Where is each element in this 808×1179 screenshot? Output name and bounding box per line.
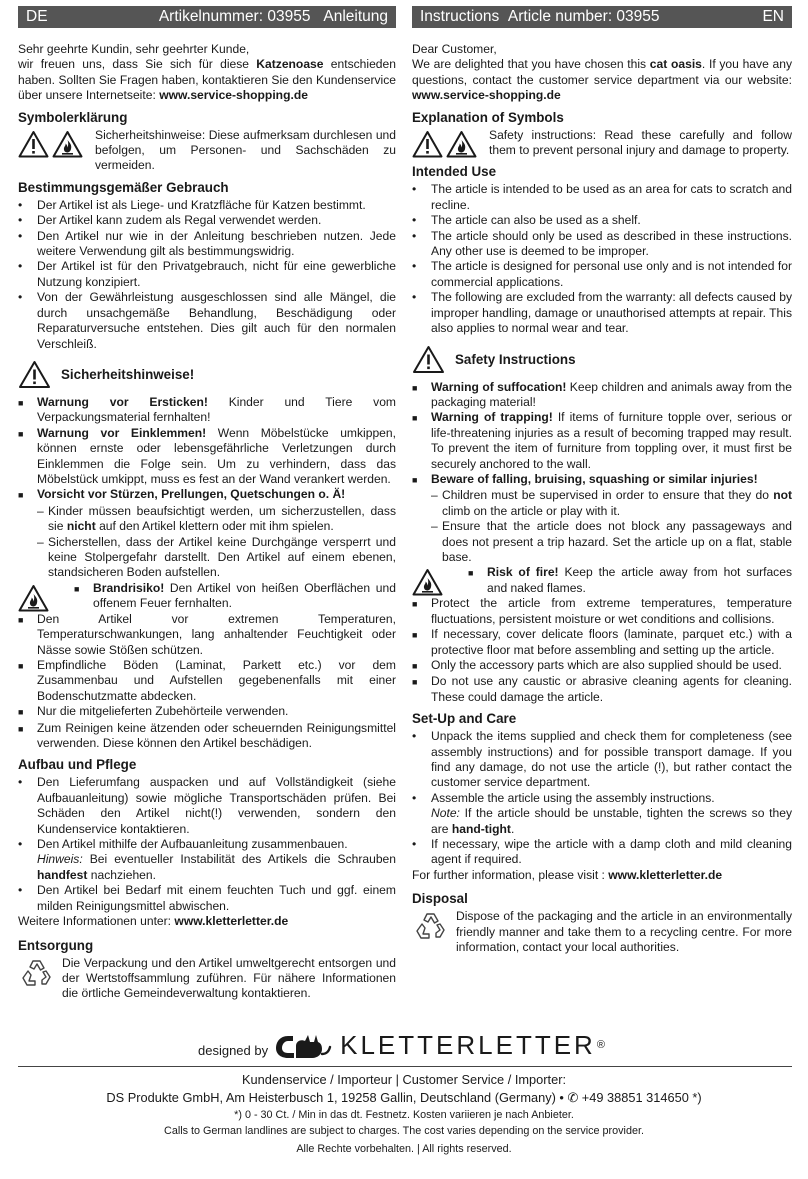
article-number-de: Artikelnummer: 03955 xyxy=(158,8,311,25)
setup-heading: Aufbau und Pflege xyxy=(18,757,137,773)
lang-label-de: DE xyxy=(26,8,48,25)
warning-icon xyxy=(412,345,445,374)
article-number-en: Article number: 03955 xyxy=(507,8,660,25)
setup-item-unpack: • Den Lieferumfang auspacken und auf Vollständigkeit (siehe Aufbauanleitung) sowie mögliche Transportschäden prüfen. Bei Schäden den Artikel nicht(!) verwenden, sondern den Kundenservice kontaktieren. xyxy=(18,775,396,836)
safety-item: ■ Nur die mitgelieferten Zubehörteile verwenden. xyxy=(18,704,289,719)
safety-item: ■ Do not use any caustic or abrasive cleaning agents for cleaning. These could damage the article. xyxy=(412,674,792,704)
warning-icon xyxy=(18,360,51,389)
setup-heading: Set-Up and Care xyxy=(412,711,517,727)
header-en xyxy=(412,6,792,28)
symbol-explanation xyxy=(18,128,396,174)
safety-heading: Sicherheitshinweise! xyxy=(61,366,195,382)
intended-use-list xyxy=(412,182,792,336)
disposal-text: Die Verpackung und den Artikel umweltgerecht entsorgen und der Wertstoffsammlung zuführen. Für nähere Informationen die örtliche Gemeindeverwaltung kontaktieren. xyxy=(62,955,396,1001)
more-info: Weitere Informationen unter: www.kletterletter.de xyxy=(18,914,289,929)
safety-item: ■ If necessary, cover delicate floors (laminate, parquet etc.) with a protective floor mat before assembling and setting up the article. xyxy=(412,627,792,657)
symbol-explanation xyxy=(412,128,792,159)
intended-use-item: • Der Artikel ist für den Privatgebrauch, nicht für eine gewerbliche Nutzung konzipiert. xyxy=(18,259,396,289)
brand-name: KLETTERLETTER® xyxy=(340,1030,608,1060)
recycling-icon xyxy=(20,958,54,990)
setup-item-clean: • Den Artikel bei Bedarf mit einem feuchten Tuch und ggf. einem milden Reinigungsmittel abwischen. xyxy=(18,883,396,913)
column-english xyxy=(412,42,792,956)
intended-use-heading: Intended Use xyxy=(412,164,497,180)
brand-website: www.kletterletter.de xyxy=(608,867,723,882)
setup-item-unpack: • Unpack the items supplied and check them for completeness (see assembly instructions) and for possible transport damage. If you find any damage, do not use the article (!), but rather contact the customer service department. xyxy=(412,729,792,790)
dash-item-supervision: – Children must be supervised in order to ensure that they do not climb on the article or play with it. xyxy=(431,488,792,518)
warning-trapping: ■ Warnung vor Einklemmen! Wenn Möbelstücke umkippen, können ernste oder lebensgefährliche Verletzungen durch Einklemmen die Folge sein. Um zu verhindern, dass das Möbelstück umkippt, muss es fest an der Wand verankert werden. xyxy=(18,425,396,486)
dash-item-passageways: – Ensure that the article does not block any passageways and does not present a trip hazard. Set the article up on a flat, stable base. xyxy=(431,519,792,564)
footer-divider xyxy=(18,1066,792,1067)
symbol-description: Sicherheitshinweise: Diese aufmerksam durchlesen und befolgen, um Personen- und Sachschäden zu vermeiden. xyxy=(95,127,396,173)
symbols-heading: Symbolerklärung xyxy=(18,109,128,125)
safety-item: ■ Den Artikel vor extremen Temperaturen, Temperaturschwankungen, lang anhaltender Feuchtigkeit oder Nässe sowie Stößen schützen. xyxy=(18,611,396,657)
recycling-icon xyxy=(414,911,448,943)
intro-text: We are delighted that you have chosen this cat oasis. If you have any questions, contact the customer service department via our website: www.service-shopping.de xyxy=(412,57,792,103)
greeting: Sehr geehrte Kundin, sehr geehrter Kunde, xyxy=(18,42,250,56)
greeting: Dear Customer, xyxy=(412,42,497,56)
safety-heading-row xyxy=(18,360,396,389)
fire-risk-item: ■ Risk of fire! Keep the article away from hot surfaces and naked flames. xyxy=(468,565,792,595)
setup-item-assemble: • Assemble the article using the assembly instructions. Note: If the article should be unstable, tighten the screws so they are hand-tight. xyxy=(412,790,792,836)
footer-cost-en: Calls to German landlines are subject to charges. The cost varies depending on the service provider. xyxy=(164,1125,644,1137)
intended-use-item: • The following are excluded from the warranty: all defects caused by improper handling, damage or unauthorised attempts at repair. This also applies to normal wear and tear. xyxy=(412,290,792,336)
symbol-description: Safety instructions: Read these carefully and follow them to prevent personal injury and damage to property. xyxy=(489,127,792,158)
safety-item: ■ Empfindliche Böden (Laminat, Parkett etc.) vor dem Zusammenbau und Aufstellen gegebenenfalls mit einer Bodenschutzmatte abdecken. xyxy=(18,658,396,703)
brand-website: www.kletterletter.de xyxy=(174,914,289,929)
intended-use-item: • Der Artikel kann zudem als Regal verwendet werden. xyxy=(18,213,322,228)
warning-falling: ■ Beware of falling, bruising, squashing or similar injuries! xyxy=(412,471,758,486)
fire-hazard-icon xyxy=(52,130,83,158)
symbols-heading: Explanation of Symbols xyxy=(412,109,564,125)
brand-logo xyxy=(198,1030,608,1060)
warning-trapping: ■ Warning of trapping! If items of furniture topple over, serious or life-threatening injuries as a result of becoming trapped may result. To prevent the item of furniture from toppling over, it must first be securely anchored to the wall. xyxy=(412,410,793,471)
intended-use-item: • The article can also be used as a shelf. xyxy=(412,213,641,228)
column-german xyxy=(18,42,396,1002)
footer-cost-de: *) 0 - 30 Ct. / Min in das dt. Festnetz. Kosten variieren je nach Anbieter. xyxy=(234,1109,574,1121)
dash-item-supervision: – Kinder müssen beaufsichtigt werden, um sicherzustellen, dass sie nicht auf den Artikel klettern oder mit ihm spielen. xyxy=(37,503,396,534)
dash-item-passageways: – Sicherstellen, dass der Artikel keine Durchgänge versperrt und keine Stolpergefahr darstellt. Den Artikel auf einem ebenen, standsicheren Boden aufstellen. xyxy=(37,534,396,580)
intended-use-heading: Bestimmungsgemäßer Gebrauch xyxy=(18,179,229,195)
warning-suffocation: ■ Warnung vor Ersticken! Kinder und Tiere vom Verpackungsmaterial fernhalten! xyxy=(18,394,396,425)
intended-use-item: • The article is designed for personal use only and is not intended for commercial applications. xyxy=(412,259,792,289)
designed-by-label: designed by xyxy=(198,1042,269,1058)
warning-falling: ■ Vorsicht vor Stürzen, Prellungen, Quetschungen o. Ä! xyxy=(18,487,346,502)
footer-service-label: Kundenservice / Importeur | Customer Service / Importer: xyxy=(241,1072,567,1087)
intended-use-list xyxy=(18,198,396,352)
lang-label-en: EN xyxy=(762,8,784,25)
safety-heading: Safety Instructions xyxy=(455,351,576,367)
fire-risk-block xyxy=(18,581,396,612)
doc-type-de: Anleitung xyxy=(323,8,388,25)
cat-logo-icon xyxy=(274,1030,332,1060)
service-website: www.service-shopping.de xyxy=(412,88,561,103)
disposal-text: Dispose of the packaging and the article in an environmentally friendly manner and take them to a recycling centre. For more information, contact your local authorities. xyxy=(456,909,792,955)
safety-square-list xyxy=(18,612,396,752)
safety-heading-row xyxy=(412,345,792,374)
safety-item: ■ Only the accessory parts which are also supplied should be used. xyxy=(412,658,782,672)
intended-use-item: • Den Artikel nur wie in der Anleitung beschrieben nutzen. Jede weitere Verwendung gilt als bestimmungswidrig. xyxy=(18,228,396,259)
warning-icon xyxy=(412,130,443,158)
disposal-block xyxy=(412,909,792,955)
fire-risk-item: ■ Brandrisiko! Den Artikel von heißen Oberflächen und offenem Feuer fernhalten. xyxy=(74,580,396,611)
setup-item-clean: • If necessary, wipe the article with a damp cloth and mild cleaning agent if required. xyxy=(412,837,792,867)
fire-risk-block xyxy=(412,565,792,596)
intended-use-item: • The article is intended to be used as an area for cats to scratch and recline. xyxy=(412,182,793,212)
fire-hazard-icon xyxy=(446,130,477,158)
intended-use-item: • The article should only be used as described in these instructions. Any other use is deemed to be improper. xyxy=(412,228,792,259)
warning-suffocation: ■ Warning of suffocation! Keep children and animals away from the packaging material! xyxy=(412,379,792,409)
warning-icon xyxy=(18,130,49,158)
intended-use-item: • Von der Gewährleistung ausgeschlossen sind alle Mängel, die durch unsachgemäße Behandlung, Beschädigung oder Reparaturversuche entstehen. Dies gilt auch für den normalen Verschleiß. xyxy=(18,290,396,351)
footer-address: DS Produkte GmbH, Am Heisterbusch 1, 19258 Gallin, Deutschland (Germany) • ✆ +49 38851 314650 *) xyxy=(106,1090,702,1105)
disposal-heading: Entsorgung xyxy=(18,937,94,953)
service-website: www.service-shopping.de xyxy=(159,88,308,103)
safety-item: ■ Protect the article from extreme temperatures, temperature fluctuations, persistent moisture or wet conditions and collisions. xyxy=(412,596,792,626)
intended-use-item: • Der Artikel ist als Liege- und Kratzfläche für Katzen bestimmt. xyxy=(18,197,366,212)
intro-text: wir freuen uns, dass Sie sich für diese Katzenoase entschieden haben. Sollten Sie Fragen haben, kontaktieren Sie den Kundenservice über unsere Internetseite: www.service-shopping.de xyxy=(18,57,396,103)
safety-square-list xyxy=(412,596,792,705)
safety-item: ■ Zum Reinigen keine ätzenden oder scheuernden Reinigungsmittel verwenden. Diese können den Artikel beschädigen. xyxy=(18,720,396,751)
more-info: For further information, please visit : www.kletterletter.de xyxy=(412,867,723,882)
setup-item-assemble: • Den Artikel mithilfe der Aufbauanleitung zusammenbauen. Hinweis: Bei eventueller Instabilität des Artikels die Schrauben handfest nachziehen. xyxy=(18,837,396,882)
disposal-block xyxy=(18,956,396,1002)
disposal-heading: Disposal xyxy=(412,891,468,907)
doc-type-en: Instructions xyxy=(420,8,500,25)
footer-rights: Alle Rechte vorbehalten. | All rights reserved. xyxy=(296,1143,512,1155)
header-de xyxy=(18,6,396,28)
